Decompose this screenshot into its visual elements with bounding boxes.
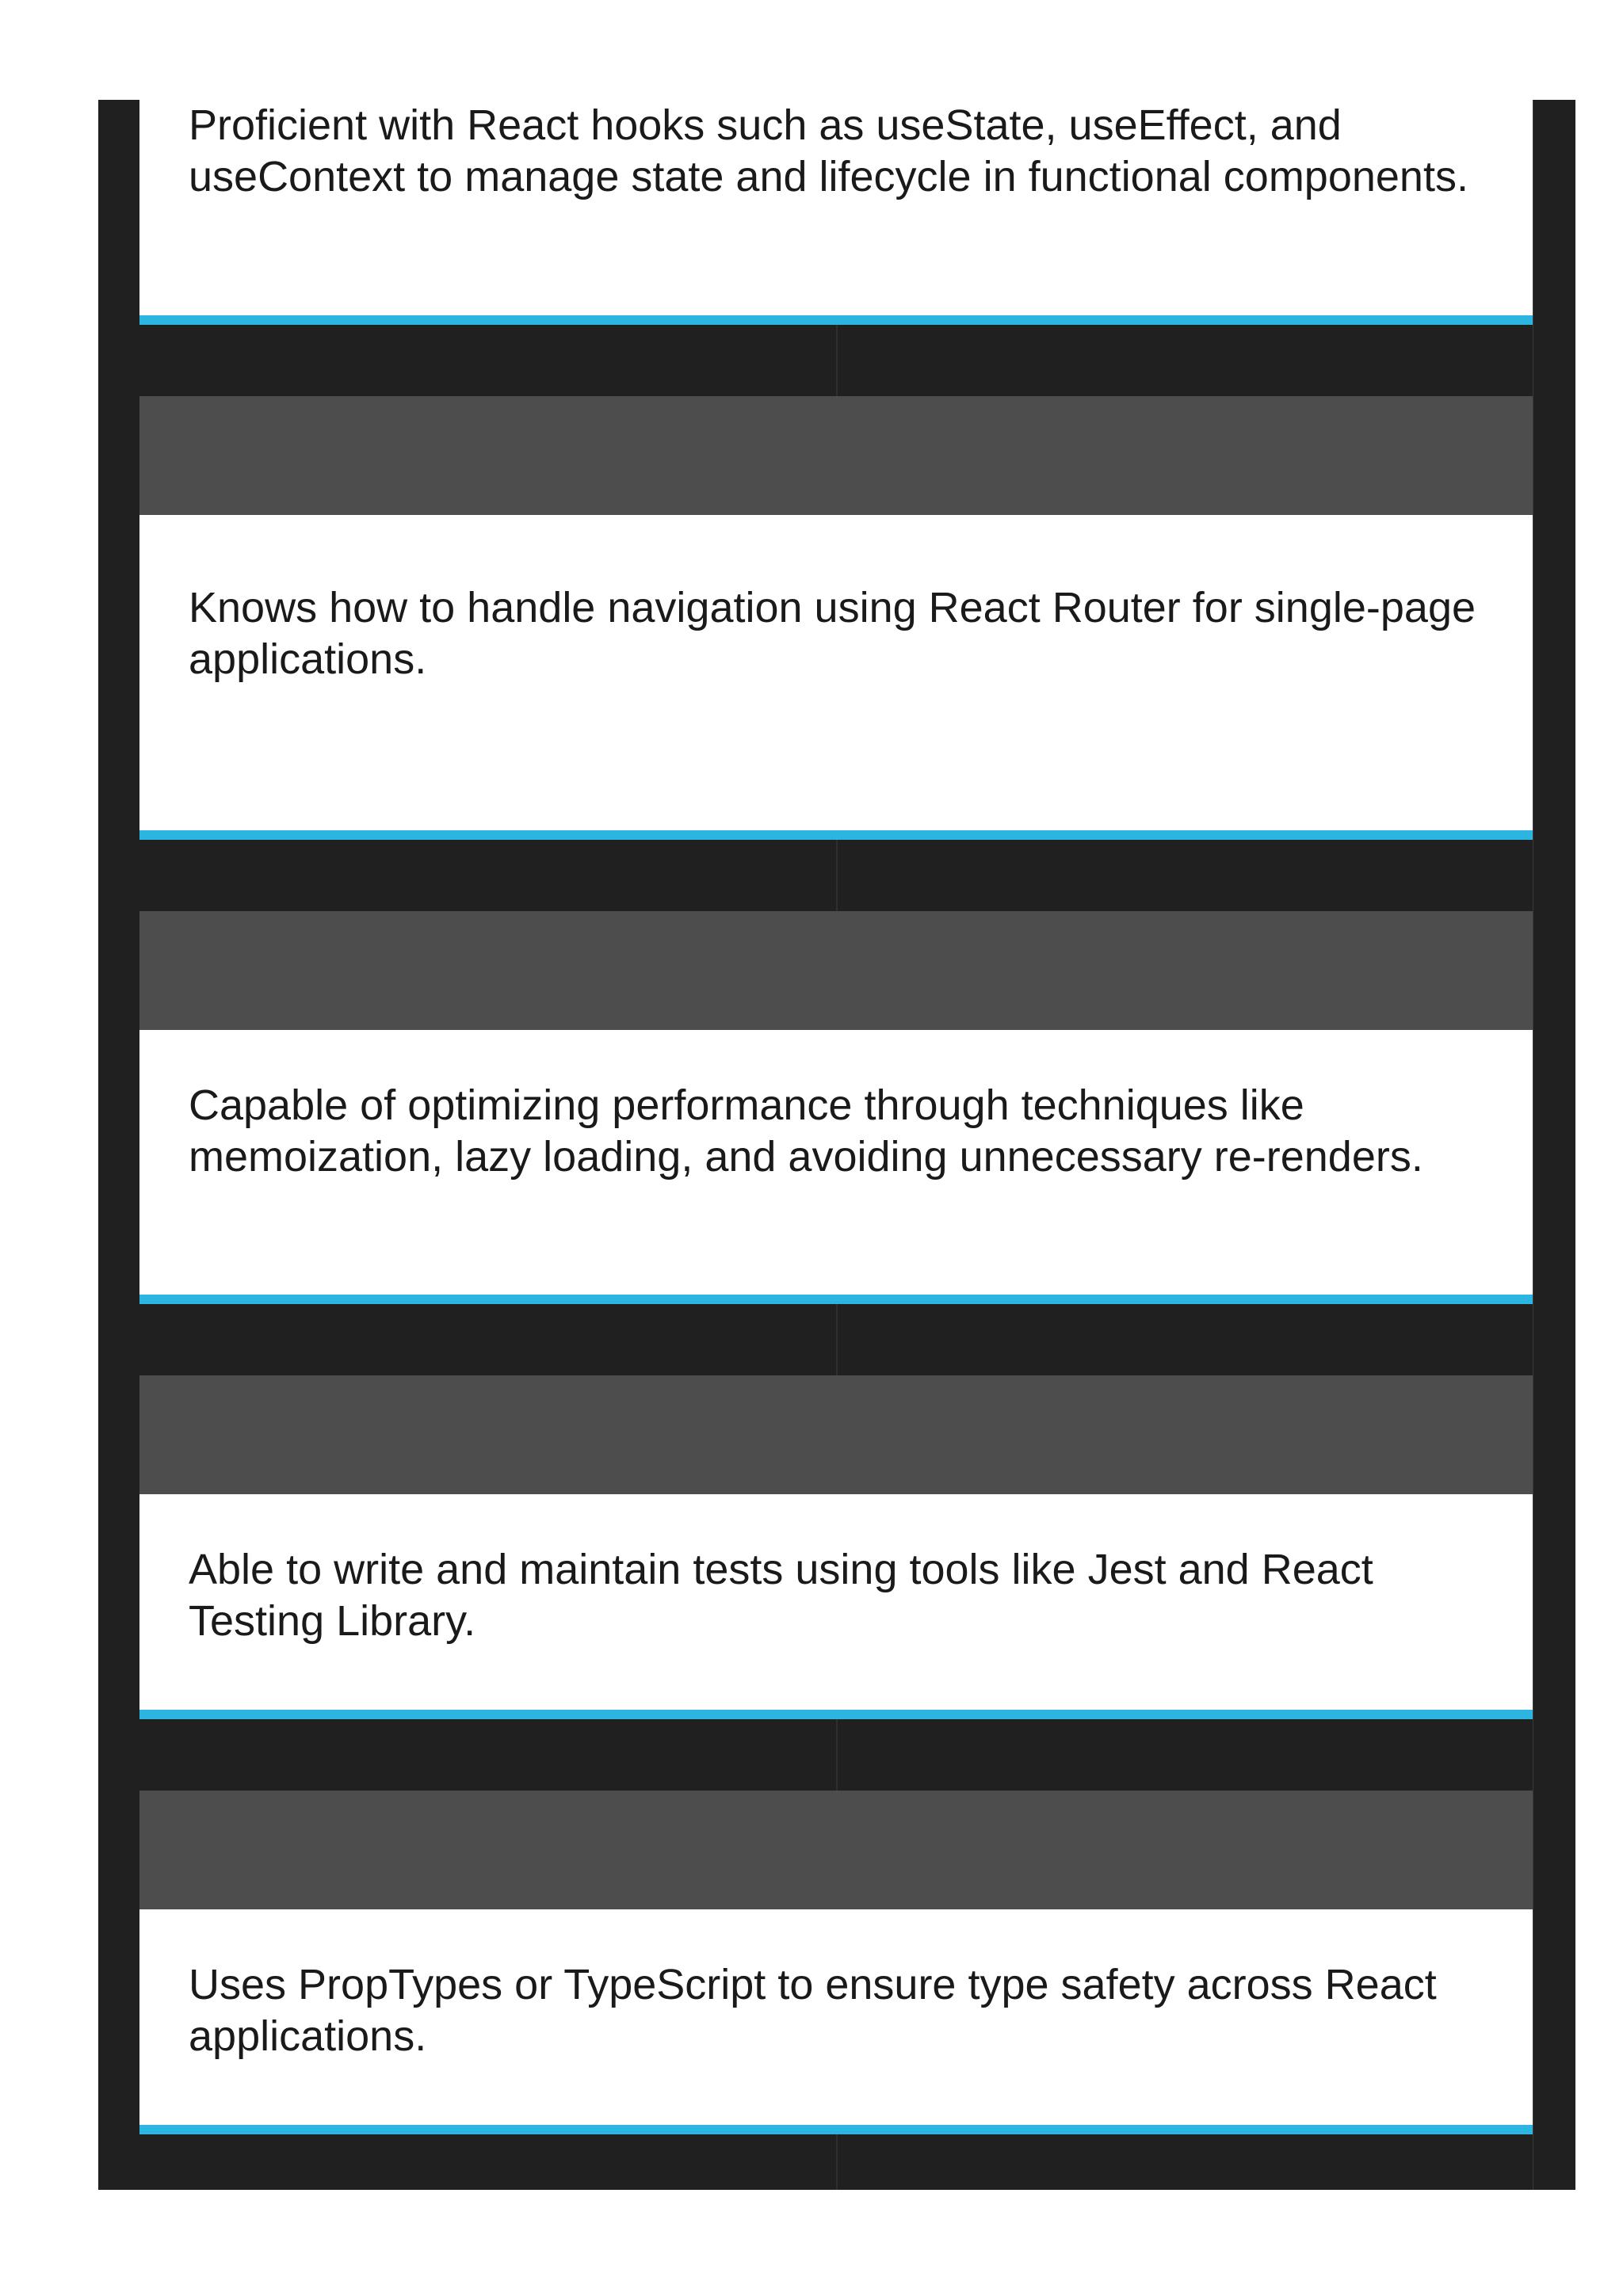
skill-title-band xyxy=(139,396,1533,515)
column-divider xyxy=(836,840,838,911)
skill-card-hooks xyxy=(139,100,1533,325)
skill-card-router xyxy=(139,515,1533,840)
skill-card-typesafety xyxy=(139,1909,1533,2134)
skills-frame xyxy=(98,100,1575,2190)
skill-text-performance: Capable of optimizing performance through techniques like memoization, lazy loading, and avoiding unnecessary re-renders. xyxy=(189,1081,1423,1180)
skill-title-band xyxy=(139,1791,1533,1909)
row-divider xyxy=(139,840,1533,911)
skill-text-router: Knows how to handle navigation using React Router for single-page applications. xyxy=(189,584,1476,683)
row-divider xyxy=(139,1719,1533,1791)
column-divider xyxy=(836,1304,838,1375)
skill-text-typesafety: Uses PropTypes or TypeScript to ensure type safety across React applications. xyxy=(189,1961,1437,2060)
skill-card-performance xyxy=(139,1030,1533,1304)
frame-bottom xyxy=(139,2134,1533,2190)
column-divider xyxy=(836,325,838,396)
skill-text-hooks: Proficient with React hooks such as useState, useEffect, and useContext to manage state and lifecycle in functional components. xyxy=(189,101,1468,200)
column-divider xyxy=(836,1719,838,1791)
row-divider xyxy=(139,1304,1533,1375)
row-divider xyxy=(139,325,1533,396)
skill-text-testing: Able to write and maintain tests using tools like Jest and React Testing Library. xyxy=(189,1546,1373,1645)
skill-title-band xyxy=(139,911,1533,1030)
skill-title-band xyxy=(139,1375,1533,1494)
column-divider xyxy=(836,2134,838,2190)
skill-card-testing xyxy=(139,1494,1533,1719)
